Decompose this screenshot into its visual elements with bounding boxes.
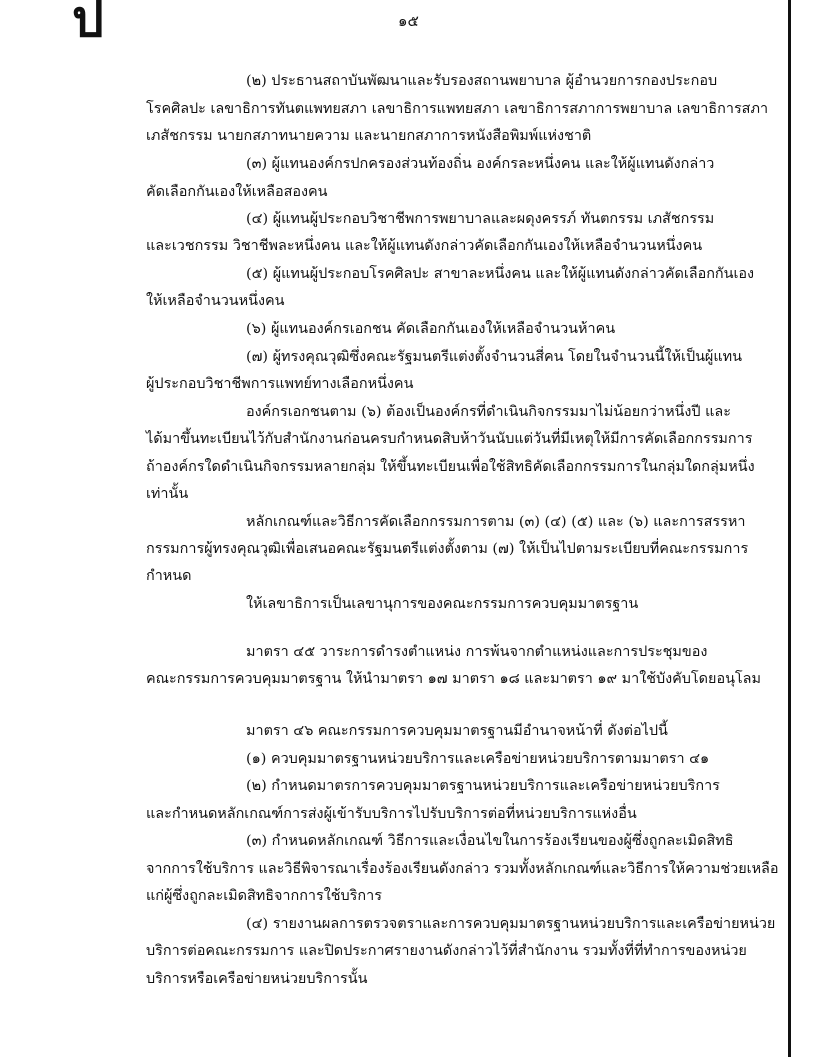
section-heading-line: มาตรา ๔๖ คณะกรรมการควบคุมมาตรฐานมีอำนาจหน้าที่ ดังต่อไปนี้ [246,723,668,739]
text-line: และกำหนดหลักเกณฑ์การส่งผู้เข้ารับบริการไปรับบริการต่อที่หน่วยบริการแห่งอื่น [146,806,637,822]
text-line: (๕) ผู้แทนผู้ประกอบโรคศิลปะ สาขาละหนึ่งคน และให้ผู้แทนดังกล่าวคัดเลือกกันเอง [246,266,755,282]
text-line: (๓) กำหนดหลักเกณฑ์ วิธีการและเงื่อนไขในการร้องเรียนของผู้ซึ่งถูกละเมิดสิทธิ [246,833,734,849]
text-line: (๓) ผู้แทนองค์กรปกครองส่วนท้องถิ่น องค์กรละหนึ่งคน และให้ผู้แทนดังกล่าว [246,156,715,172]
section-heading-line: มาตรา ๔๕ วาระการดำรงตำแหน่ง การพ้นจากตำแหน่งและการประชุมของ [246,644,708,660]
text-line: จากการใช้บริการ และวิธีพิจารณาเรื่องร้องเรียนดังกล่าว รวมทั้งหลักเกณฑ์และวิธีการให้ความช่วยเหลือ [146,861,779,877]
text-line: (๒) กำหนดมาตรการควบคุมมาตรฐานหน่วยบริการและเครือข่ายหน่วยบริการ [246,778,720,794]
text-line: ให้เลขาธิการเป็นเลขานุการของคณะกรรมการควบคุมมาตรฐาน [246,596,639,612]
text-line: แก่ผู้ซึ่งถูกละเมิดสิทธิจากการใช้บริการ [146,888,382,904]
text-line: คณะกรรมการควบคุมมาตรฐาน ให้นำมาตรา ๑๗ มาตรา ๑๘ และมาตรา ๑๙ มาใช้บังคับโดยอนุโลม [146,671,761,687]
page-edge-line [788,0,791,1057]
text-line: กำหนด [146,568,192,584]
text-line: เท่านั้น [146,486,189,502]
text-line: ผู้ประกอบวิชาชีพการแพทย์ทางเลือกหนึ่งคน [146,376,414,392]
text-line: องค์กรเอกชนตาม (๖) ต้องเป็นองค์กรที่ดำเนินกิจกรรมมาไม่น้อยกว่าหนึ่งปี และ [246,404,731,420]
text-line: (๔) ผู้แทนผู้ประกอบวิชาชีพการพยาบาลและผดุงครรภ์ ทันตกรรม เภสัชกรรม [246,211,715,227]
text-line: (๒) ประธานสถาบันพัฒนาและรับรองสถานพยาบาล ผู้อำนวยการกองประกอบ [246,73,718,89]
text-line: โรคศิลปะ เลขาธิการทันตแพทยสภา เลขาธิการแพทยสภา เลขาธิการสภาการพยาบาล เลขาธิการสภา [146,101,769,117]
text-line: กรรมการผู้ทรงคุณวุฒิเพื่อเสนอคณะรัฐมนตรีแต่งตั้งตาม (๗) ให้เป็นไปตามระเบียบที่คณะกรรมการ [146,541,749,557]
text-line: และเวชกรรม วิชาชีพละหนึ่งคน และให้ผู้แทนดังกล่าวคัดเลือกกันเองให้เหลือจำนวนหนึ่งคน [146,238,703,254]
corner-mark: ป [72,0,104,48]
text-line: บริการหรือเครือข่ายหน่วยบริการนั้น [146,971,368,987]
text-line: (๗) ผู้ทรงคุณวุฒิซึ่งคณะรัฐมนตรีแต่งตั้งจำนวนสี่คน โดยในจำนวนนี้ให้เป็นผู้แทน [246,349,742,365]
text-line: (๔) รายงานผลการตรวจตราและการควบคุมมาตรฐานหน่วยบริการและเครือข่ายหน่วย [246,916,776,932]
text-line: ให้เหลือจำนวนหนึ่งคน [146,293,285,309]
text-line: ถ้าองค์กรใดดำเนินกิจกรรมหลายกลุ่ม ให้ขึ้นทะเบียนเพื่อใช้สิทธิคัดเลือกกรรมการในกลุ่มใดกลุ่มหนึ่ง [146,459,755,475]
text-line: (๖) ผู้แทนองค์กรเอกชน คัดเลือกกันเองให้เหลือจำนวนห้าคน [246,321,616,337]
text-line: คัดเลือกกันเองให้เหลือสองคน [146,184,328,200]
text-line: ได้มาขึ้นทะเบียนไว้กับสำนักงานก่อนครบกำหนดสิบห้าวันนับแต่วันที่มีเหตุให้มีการคัดเลือกกรรมการ [146,431,753,447]
page-number: ๑๕ [398,12,419,30]
text-line: (๑) ควบคุมมาตรฐานหน่วยบริการและเครือข่ายหน่วยบริการตามมาตรา ๔๑ [246,751,710,767]
text-line: เภสัชกรรม นายกสภาทนายความ และนายกสภาการหนังสือพิมพ์แห่งชาติ [146,128,592,144]
text-line: หลักเกณฑ์และวิธีการคัดเลือกกรรมการตาม (๓) (๔) (๕) และ (๖) และการสรรหา [246,514,746,530]
text-line: บริการต่อคณะกรรมการ และปิดประกาศรายงานดังกล่าวไว้ที่สำนักงาน รวมทั้งที่ที่ทำการของหน่วย [146,943,747,959]
